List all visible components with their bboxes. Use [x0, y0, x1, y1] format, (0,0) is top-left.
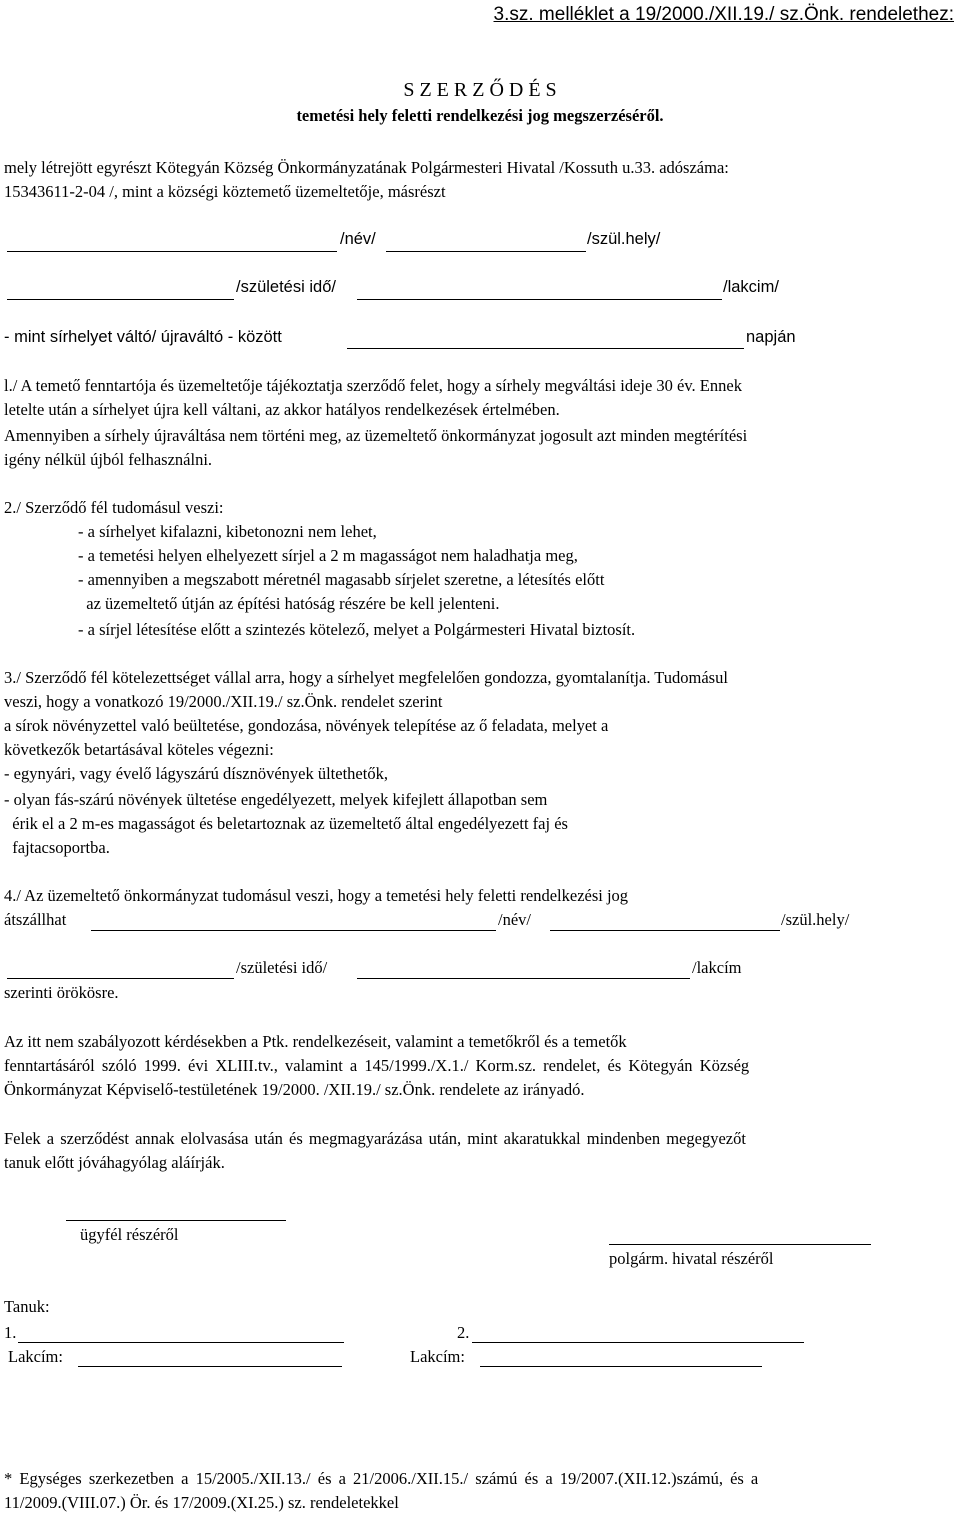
client-signature-label: ügyfél részéről: [80, 1225, 179, 1244]
section-3-line: veszi, hogy a vonatkozó 19/2000./XII.19./ sz.Önk. rendelet szerint: [4, 692, 443, 711]
section-1-line-4: igény nélkül újból felhasználni.: [4, 450, 213, 469]
birthplace-line[interactable]: [386, 251, 586, 252]
witness-1-line[interactable]: [18, 1342, 344, 1343]
section-3-line: a sírok növényzettel való beültetése, gondozása, növények telepítése az ő feladata, melyet a: [4, 716, 609, 735]
section-3-line: érik el a 2 m-es magasságot és beletartoznak az üzemeltető által engedélyezett faj és: [4, 814, 568, 833]
heir-birthplace-label: /szül.hely/: [781, 910, 850, 929]
heir-address-label: /lakcím: [692, 958, 742, 977]
section-1-line-3: Amennyiben a sírhely újraváltása nem történi meg, az üzemeltető önkormányzat jogosult azt minden megtérítési: [4, 426, 748, 445]
section-2-title: 2./ Szerződő fél tudomásul veszi:: [4, 498, 224, 517]
day-label: napján: [746, 328, 796, 346]
section-3-line: fajtacsoportba.: [4, 838, 110, 857]
witness-1-address-label: Lakcím:: [8, 1347, 63, 1366]
heir-name-line[interactable]: [91, 930, 496, 931]
witnesses-label: Tanuk:: [4, 1297, 50, 1316]
section-3-line: - olyan fás-szárú növények ültetése engedélyezett, melyek kifejlett állapotban sem: [4, 790, 548, 809]
ptk-line: Az itt nem szabályozott kérdésekben a Ptk. rendelkezéseit, valamint a temetőkről és a temetők: [4, 1032, 627, 1051]
birthdate-label: /születési idő/: [236, 278, 336, 296]
section-1-line-1: l./ A temető fenntartója és üzemeltetője tájékoztatja szerződő felet, hogy a sírhely megváltási ideje 30 év. Ennek: [4, 376, 742, 395]
intro-line-2: 15343611-2-04 /, mint a községi köztemető üzemeltetője, másrészt: [4, 182, 446, 201]
role-label: - mint sírhelyet váltó/ újraváltó - között: [4, 328, 282, 346]
witness-2-address-line[interactable]: [480, 1366, 762, 1367]
section-2-item: az üzemeltető útján az építési hatóság részére be kell jelenteni.: [78, 594, 500, 613]
section-2-item: - a sírjel létesítése előtt a szintezés kötelező, melyet a Polgármesteri Hivatal biztosít.: [78, 620, 636, 639]
section-4-transfer: átszállhat: [4, 910, 67, 929]
document-title: S Z E R Z Ő D É S: [403, 79, 557, 101]
heir-birthplace-line[interactable]: [550, 930, 780, 931]
annex-reference: 3.sz. melléklet a 19/2000./XII.19./ sz.Önk. rendelethez:: [493, 4, 954, 25]
intro-line-1: mely létrejött egyrészt Kötegyán Község Önkormányzatának Polgármesteri Hivatal /Kossuth u.33. adószáma:: [4, 158, 729, 177]
ptk-line: Önkormányzat Képviselő-testületének 19/2000. /XII.19./ sz.Önk. rendelete az irányadó.: [4, 1080, 585, 1099]
heir-birthdate-label: /születési idő/: [236, 958, 328, 977]
heir-name-label: /név/: [498, 910, 531, 929]
section-2-item: - a sírhelyet kifalazni, kibetonozni nem lehet,: [78, 522, 377, 541]
section-4-line-1: 4./ Az üzemeltető önkormányzat tudomásul veszi, hogy a temetési hely feletti rendelkezési jog: [4, 886, 629, 905]
ptk-line: fenntartásáról szóló 1999. évi XLIII.tv., valamint a 145/1999./X.1./ Korm.sz. rendelet, és Kötegyán Község: [4, 1056, 750, 1075]
witness-2-address-label: Lakcím:: [410, 1347, 465, 1366]
birthplace-label: /szül.hely/: [587, 230, 661, 248]
section-3-line: következők betartásával köteles végezni:: [4, 740, 274, 759]
heir-address-line[interactable]: [357, 978, 690, 979]
address-label: /lakcim/: [723, 278, 779, 296]
witness-1-label: 1.: [4, 1323, 17, 1342]
section-3-line: 3./ Szerződő fél kötelezettséget vállal arra, hogy a sírhelyet megfelelően gondozza, gyomtalanítja. Tudomásul: [4, 668, 728, 687]
witness-2-line[interactable]: [472, 1342, 804, 1343]
name-label: /név/: [340, 230, 376, 248]
office-signature-label: polgárm. hivatal részéről: [609, 1249, 774, 1268]
birthdate-line[interactable]: [7, 299, 234, 300]
heir-birthdate-line[interactable]: [7, 978, 234, 979]
witness-1-address-line[interactable]: [78, 1366, 342, 1367]
closing-line: tanuk előtt jóváhagyólag aláírják.: [4, 1153, 225, 1172]
client-signature-line[interactable]: [66, 1220, 286, 1221]
office-signature-line[interactable]: [609, 1244, 871, 1245]
name-line[interactable]: [7, 251, 337, 252]
date-line[interactable]: [347, 348, 744, 349]
footnote-line-2: 11/2009.(VIII.07.) Ör. és 17/2009.(XI.25.) sz. rendeletekkel: [4, 1493, 399, 1512]
section-3-line: - egynyári, vagy évelő lágyszárú dísznövények ültethetők,: [4, 764, 388, 783]
address-line[interactable]: [357, 299, 722, 300]
section-2-item: - a temetési helyen elhelyezett sírjel a 2 m magasságot nem haladhatja meg,: [78, 546, 578, 565]
document-subtitle: temetési hely feletti rendelkezési jog megszerzéséről.: [296, 106, 664, 125]
section-4-end: szerinti örökösre.: [4, 983, 119, 1002]
section-1-line-2: letelte után a sírhelyet újra kell váltani, az akkor hatályos rendelkezések értelmében.: [4, 400, 560, 419]
witness-2-label: 2.: [457, 1323, 470, 1342]
closing-line: Felek a szerződést annak elolvasása után és megmagyarázása után, mint akaratukkal mindenben megegyezőt: [4, 1129, 746, 1148]
section-2-item: - amennyiben a megszabott méretnél magasabb sírjelet szeretne, a létesítés előtt: [78, 570, 605, 589]
footnote-line-1: * Egységes szerkezetben a 15/2005./XII.13./ és a 21/2006./XII.15./ számú és a 19/2007.(XII.12.)számú, és a: [4, 1469, 759, 1488]
